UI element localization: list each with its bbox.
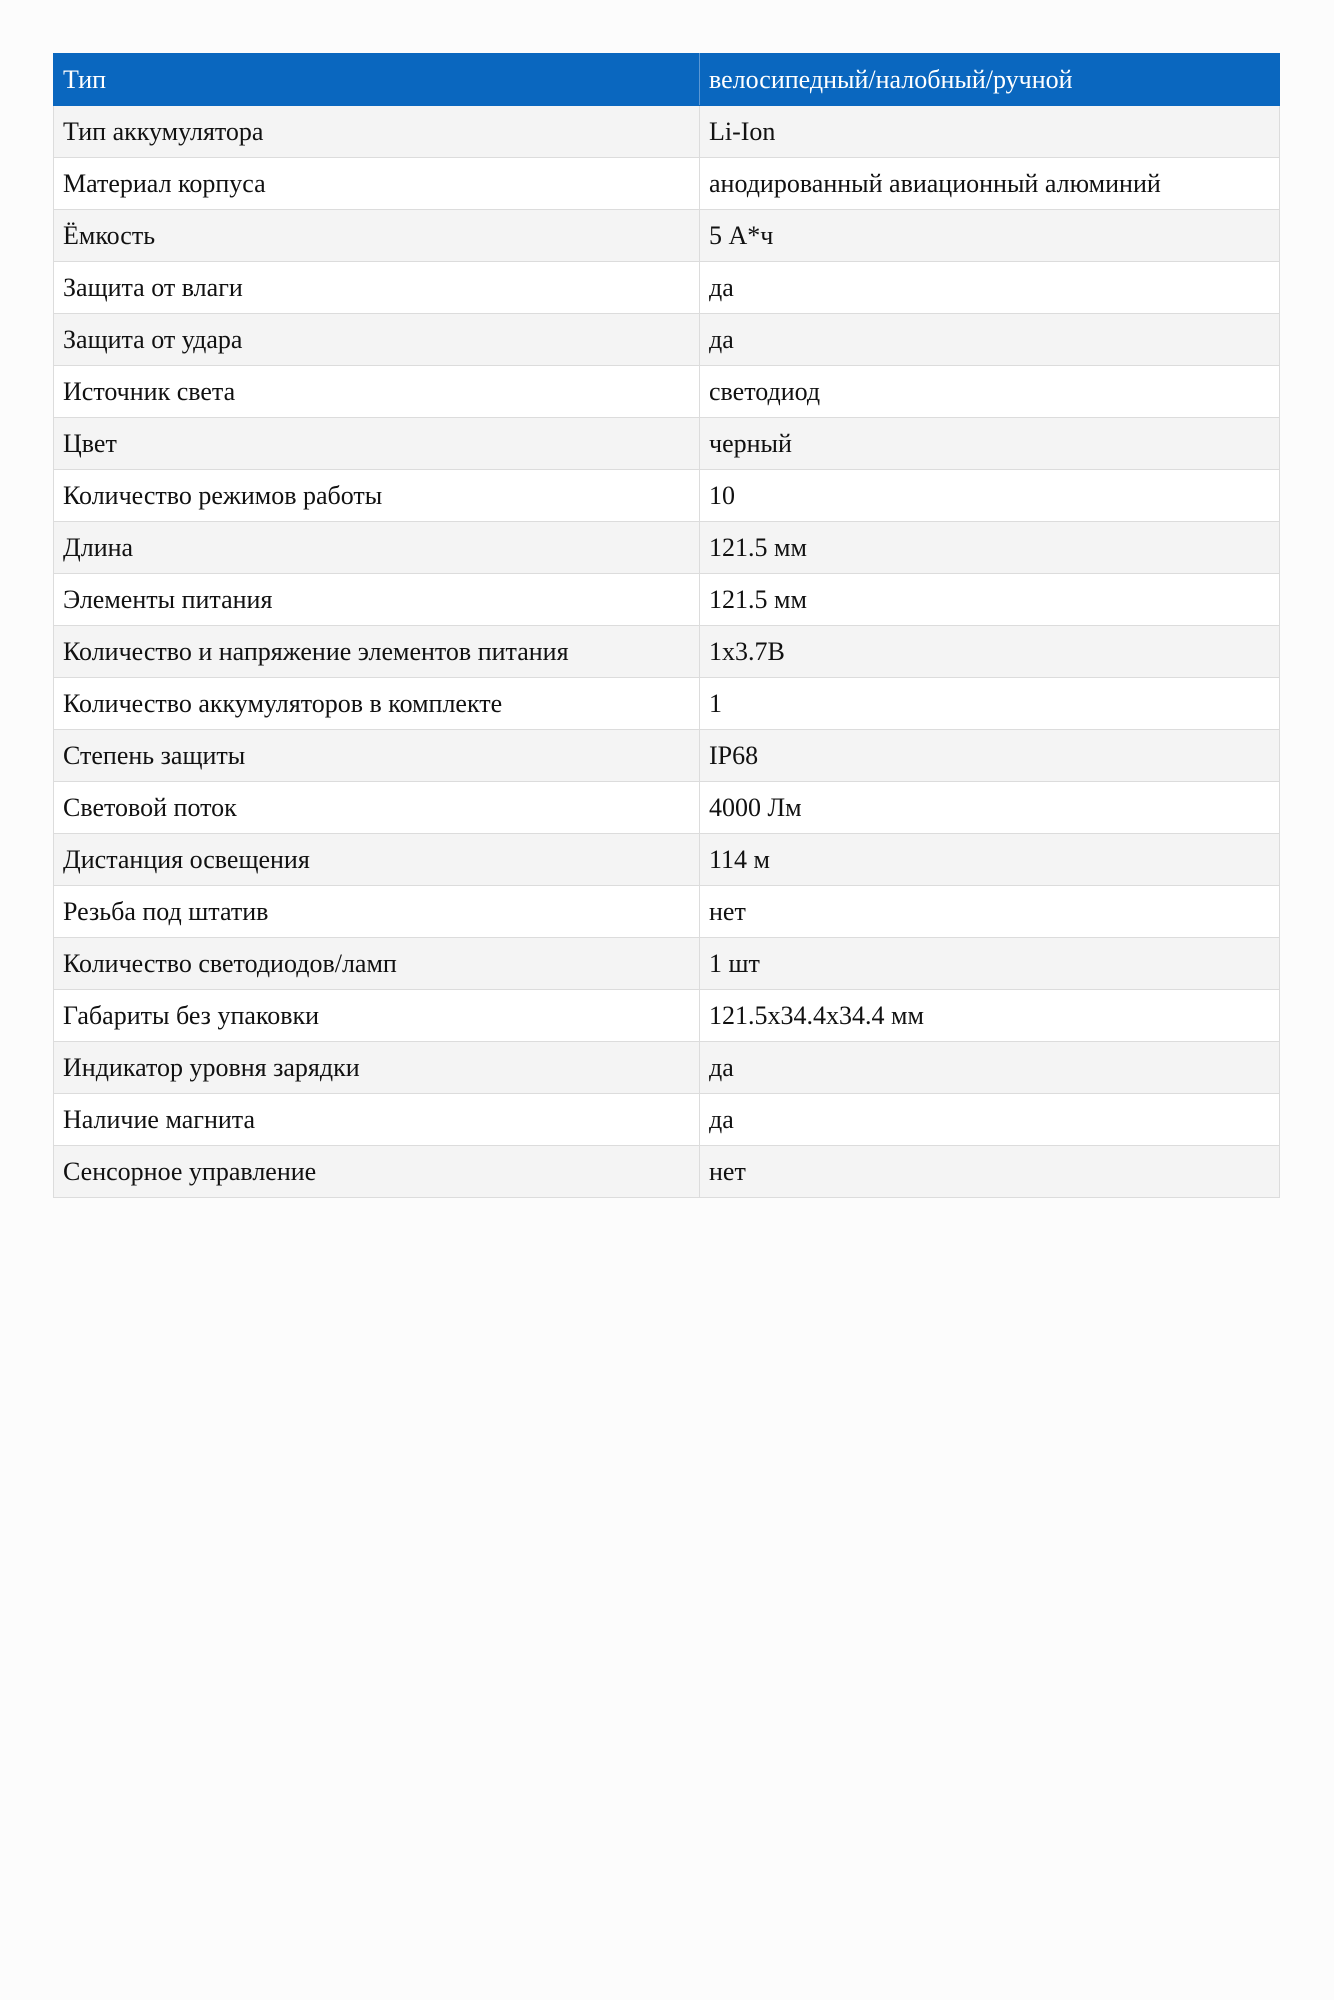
- spec-label-cell: Длина: [54, 522, 700, 574]
- spec-value-cell: 121.5x34.4x34.4 мм: [700, 990, 1280, 1042]
- table-header-row: [54, 54, 1280, 106]
- table-row: [54, 314, 1280, 366]
- spec-value-cell: 121.5 мм: [700, 522, 1280, 574]
- spec-value-cell: IP68: [700, 730, 1280, 782]
- header-value-cell: велосипедный/налобный/ручной: [700, 54, 1280, 106]
- spec-label-cell: Сенсорное управление: [54, 1146, 700, 1198]
- table-row: [54, 730, 1280, 782]
- spec-label-cell: Источник света: [54, 366, 700, 418]
- spec-value-cell: светодиод: [700, 366, 1280, 418]
- spec-label-cell: Ёмкость: [54, 210, 700, 262]
- spec-value-cell: черный: [700, 418, 1280, 470]
- table-row: [54, 886, 1280, 938]
- table-row: [54, 990, 1280, 1042]
- spec-label-cell: Цвет: [54, 418, 700, 470]
- table-row: [54, 1042, 1280, 1094]
- spec-label-cell: Степень защиты: [54, 730, 700, 782]
- spec-label-cell: Элементы питания: [54, 574, 700, 626]
- spec-value-cell: да: [700, 262, 1280, 314]
- spec-label-cell: Материал корпуса: [54, 158, 700, 210]
- spec-label-cell: Резьба под штатив: [54, 886, 700, 938]
- spec-label-cell: Индикатор уровня зарядки: [54, 1042, 700, 1094]
- spec-label-cell: Тип аккумулятора: [54, 106, 700, 158]
- spec-value-cell: нет: [700, 1146, 1280, 1198]
- spec-label-cell: Количество светодиодов/ламп: [54, 938, 700, 990]
- spec-label-cell: Количество и напряжение элементов питания: [54, 626, 700, 678]
- table-row: [54, 782, 1280, 834]
- spec-value-cell: 121.5 мм: [700, 574, 1280, 626]
- spec-value-cell: 114 м: [700, 834, 1280, 886]
- table-row: [54, 626, 1280, 678]
- spec-label-cell: Световой поток: [54, 782, 700, 834]
- table-row: [54, 834, 1280, 886]
- table-row: [54, 418, 1280, 470]
- spec-label-cell: Наличие магнита: [54, 1094, 700, 1146]
- table-row: [54, 210, 1280, 262]
- spec-value-cell: 4000 Лм: [700, 782, 1280, 834]
- table-row: [54, 106, 1280, 158]
- table-row: [54, 574, 1280, 626]
- spec-value-cell: анодированный авиационный алюминий: [700, 158, 1280, 210]
- table-row: [54, 522, 1280, 574]
- spec-label-cell: Количество аккумуляторов в комплекте: [54, 678, 700, 730]
- spec-value-cell: 1x3.7В: [700, 626, 1280, 678]
- spec-label-cell: Дистанция освещения: [54, 834, 700, 886]
- spec-label-cell: Количество режимов работы: [54, 470, 700, 522]
- table-row: [54, 366, 1280, 418]
- spec-label-cell: Габариты без упаковки: [54, 990, 700, 1042]
- spec-label-cell: Защита от влаги: [54, 262, 700, 314]
- table-row: [54, 678, 1280, 730]
- spec-value-cell: да: [700, 1094, 1280, 1146]
- header-label-cell: Тип: [54, 54, 700, 106]
- table-row: [54, 262, 1280, 314]
- table-row: [54, 1146, 1280, 1198]
- table-row: [54, 470, 1280, 522]
- specifications-table: [53, 53, 1280, 1198]
- table-row: [54, 1094, 1280, 1146]
- spec-value-cell: Li-Ion: [700, 106, 1280, 158]
- spec-value-cell: 10: [700, 470, 1280, 522]
- spec-value-cell: 1 шт: [700, 938, 1280, 990]
- spec-value-cell: да: [700, 314, 1280, 366]
- table-row: [54, 158, 1280, 210]
- spec-value-cell: 1: [700, 678, 1280, 730]
- specifications-table-body: [54, 54, 1280, 1198]
- spec-value-cell: 5 А*ч: [700, 210, 1280, 262]
- spec-label-cell: Защита от удара: [54, 314, 700, 366]
- spec-value-cell: да: [700, 1042, 1280, 1094]
- table-row: [54, 938, 1280, 990]
- spec-value-cell: нет: [700, 886, 1280, 938]
